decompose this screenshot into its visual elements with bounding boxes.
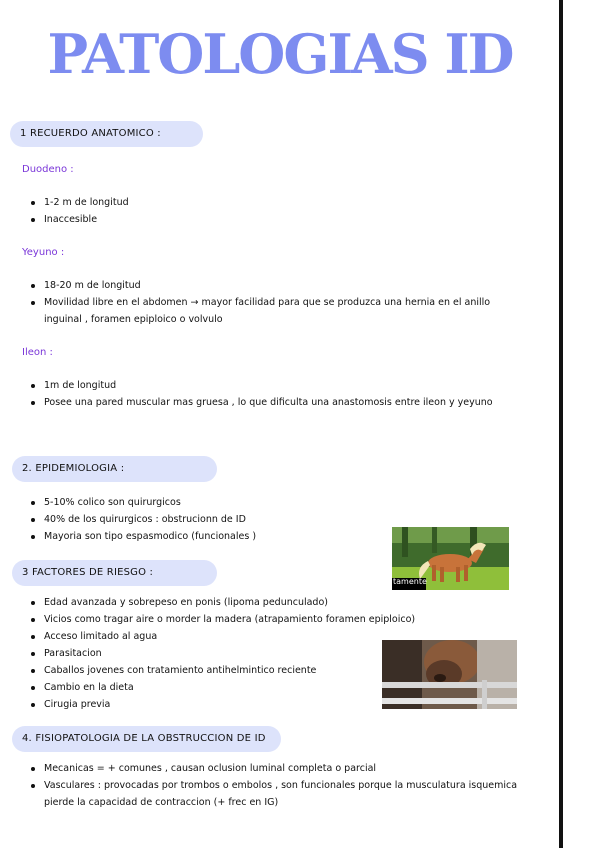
list-item: Parasitacion <box>22 645 472 662</box>
fisiopatologia-list <box>22 760 522 811</box>
list-item: Mayoria son tipo espasmodico (funcionales ) <box>22 528 382 545</box>
list-item: Posee una pared muscular mas gruesa , lo que dificulta una anastomosis entre ileon y yeyuno <box>22 394 522 411</box>
ileon-list <box>22 377 522 411</box>
list-item: Vasculares : provocadas por trombos o embolos , son funcionales porque la musculatura isquemica pierde la capacidad de contraccion (+ frec en IG) <box>22 777 522 811</box>
section-heading-epidemiologia: 2. EPIDEMIOLOGIA : <box>12 456 217 482</box>
duodeno-list <box>22 194 522 228</box>
sub-heading-ileon: Ileon : <box>22 347 53 358</box>
list-item: Edad avanzada y sobrepeso en ponis (lipoma pedunculado) <box>22 594 472 611</box>
horse-fence-illustration <box>382 640 517 709</box>
yeyuno-list <box>22 277 522 328</box>
list-item: 18-20 m de longitud <box>22 277 522 294</box>
list-item: Mecanicas = + comunes , causan oclusion luminal completa o parcial <box>22 760 522 777</box>
sub-heading-duodeno: Duodeno : <box>22 164 74 175</box>
list-item: Vicios como tragar aire o morder la madera (atrapamiento foramen epiploico) <box>22 611 472 628</box>
list-item: 1m de longitud <box>22 377 522 394</box>
list-item: Inaccesible <box>22 211 522 228</box>
section-heading-anatomico: 1 RECUERDO ANATOMICO : <box>10 121 203 147</box>
list-item: 40% de los quirurgicos : obstrucionn de ID <box>22 511 382 528</box>
list-item: Caballos jovenes con tratamiento antihelmintico reciente <box>22 662 472 679</box>
list-item: 1-2 m de longitud <box>22 194 522 211</box>
list-item: 5-10% colico son quirurgicos <box>22 494 382 511</box>
list-item: Acceso limitado al agua <box>22 628 472 645</box>
horse-fence-photo <box>382 640 517 709</box>
list-item: Cambio en la dieta <box>22 679 472 696</box>
page-right-border <box>559 0 563 848</box>
list-item: Cirugia previa <box>22 696 472 713</box>
sub-heading-yeyuno: Yeyuno : <box>22 247 65 258</box>
pony-photo <box>392 527 509 590</box>
section-heading-fisiopatologia: 4. FISIOPATOLOGIA DE LA OBSTRUCCION DE ID <box>12 726 281 752</box>
epidemiologia-list <box>22 494 382 545</box>
page-title: PATOLOGIAS ID <box>47 22 513 86</box>
section-heading-factores: 3 FACTORES DE RIESGO : <box>12 560 217 586</box>
list-item: Movilidad libre en el abdomen → mayor facilidad para que se produzca una hernia en el anillo inguinal , foramen epiploico o volvulo <box>22 294 522 328</box>
photo-caption: tamente <box>393 577 427 586</box>
